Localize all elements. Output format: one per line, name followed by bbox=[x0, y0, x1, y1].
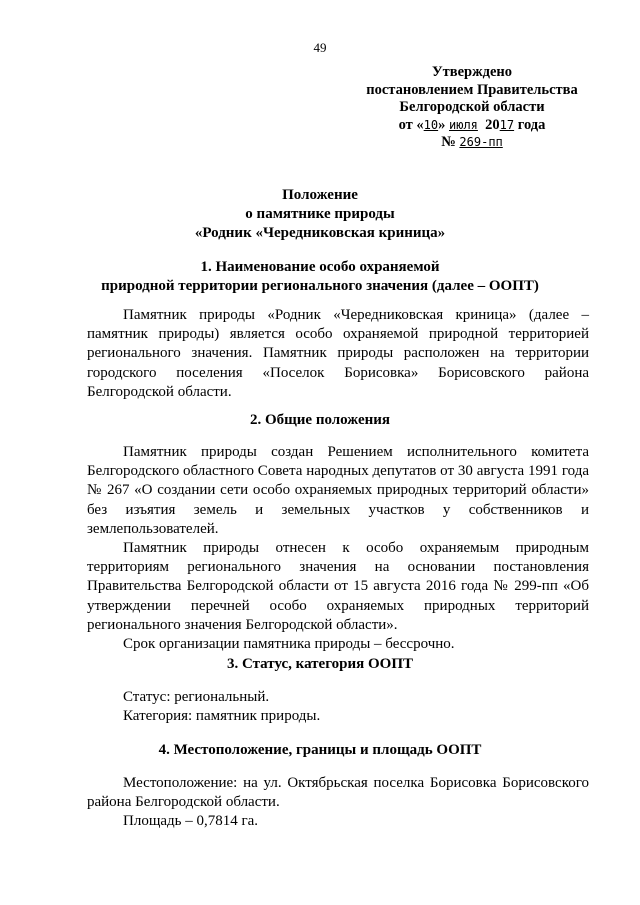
document-number: 269-пп bbox=[459, 135, 503, 149]
approval-number-line bbox=[352, 134, 592, 152]
section-4-heading: 4. Местоположение, границы и площадь ООПТ bbox=[158, 742, 482, 758]
date-month: июля bbox=[449, 117, 478, 132]
area-line: Площадь – 0,7814 га. bbox=[123, 813, 259, 830]
section-2-paragraph-1: Памятник природы создан Решением исполнительного комитета Белгородского областного Совета народных депутатов от 30 августа 1991 года № 267 «О создании сети особо охраняемых природных территорий области» без изъятия земель и земельных участков у собственников и землепользователей. bbox=[87, 444, 589, 537]
section-1-heading bbox=[0, 258, 640, 296]
section-3-body bbox=[87, 688, 589, 726]
date-prefix: от « bbox=[398, 116, 424, 133]
date-year-word: года bbox=[517, 116, 546, 133]
section-1-heading-line-1: 1. Наименование особо охраняемой bbox=[200, 259, 440, 275]
section-2-paragraph-3: Срок организации памятника природы – бессрочно. bbox=[123, 636, 455, 653]
section-1-heading-line-2: природной территории регионального значения (далее – ООПТ) bbox=[101, 278, 539, 294]
date-mid: » bbox=[438, 116, 446, 133]
location-line: Местоположение: на ул. Октябрьская поселка Борисовка Борисовского района Белгородской области. bbox=[87, 775, 589, 811]
date-year-prefix: 20 bbox=[485, 116, 500, 133]
category-line: Категория: памятник природы. bbox=[123, 708, 321, 725]
number-prefix: № bbox=[441, 134, 456, 150]
approval-date-line bbox=[352, 117, 592, 135]
document-title bbox=[0, 186, 640, 243]
date-day: 10 bbox=[423, 117, 439, 132]
approval-block bbox=[352, 64, 592, 152]
approval-line-resolution: постановлением Правительства bbox=[366, 81, 578, 98]
section-2-paragraph-2: Памятник природы отнесен к особо охраняемым природным территориям регионального значения на основании постановления Правительства Белгородской области от 15 августа 2016 года № 299-пп «Об утверждении перечней особо охраняемых природных территорий регионального значения Белгородской области». bbox=[87, 540, 589, 633]
section-2-body bbox=[87, 443, 589, 654]
page-number: 49 bbox=[313, 40, 327, 55]
title-line-3: «Родник «Чередниковская криница» bbox=[194, 225, 446, 241]
date-year-suffix: 17 bbox=[499, 117, 515, 132]
status-line: Статус: региональный. bbox=[123, 689, 270, 705]
title-line-1: Положение bbox=[282, 187, 358, 203]
approval-line-region: Белгородской области bbox=[399, 99, 545, 115]
section-1-body bbox=[87, 306, 589, 402]
section-2-heading: 2. Общие положения bbox=[249, 412, 391, 428]
title-line-2: о памятнике природы bbox=[245, 206, 395, 222]
section-4-body bbox=[87, 774, 589, 832]
section-3-heading: 3. Статус, категория ООПТ bbox=[226, 656, 413, 672]
approval-line-approved: Утверждено bbox=[432, 64, 512, 80]
section-1-paragraph-1: Памятник природы «Родник «Чередниковская криница» (далее – памятник природы) является особо охраняемой природной территорией регионального значения. Памятник природы расположен на территории городского поселения «Поселок Борисовка» Борисовского района Белгородской области. bbox=[87, 307, 589, 400]
